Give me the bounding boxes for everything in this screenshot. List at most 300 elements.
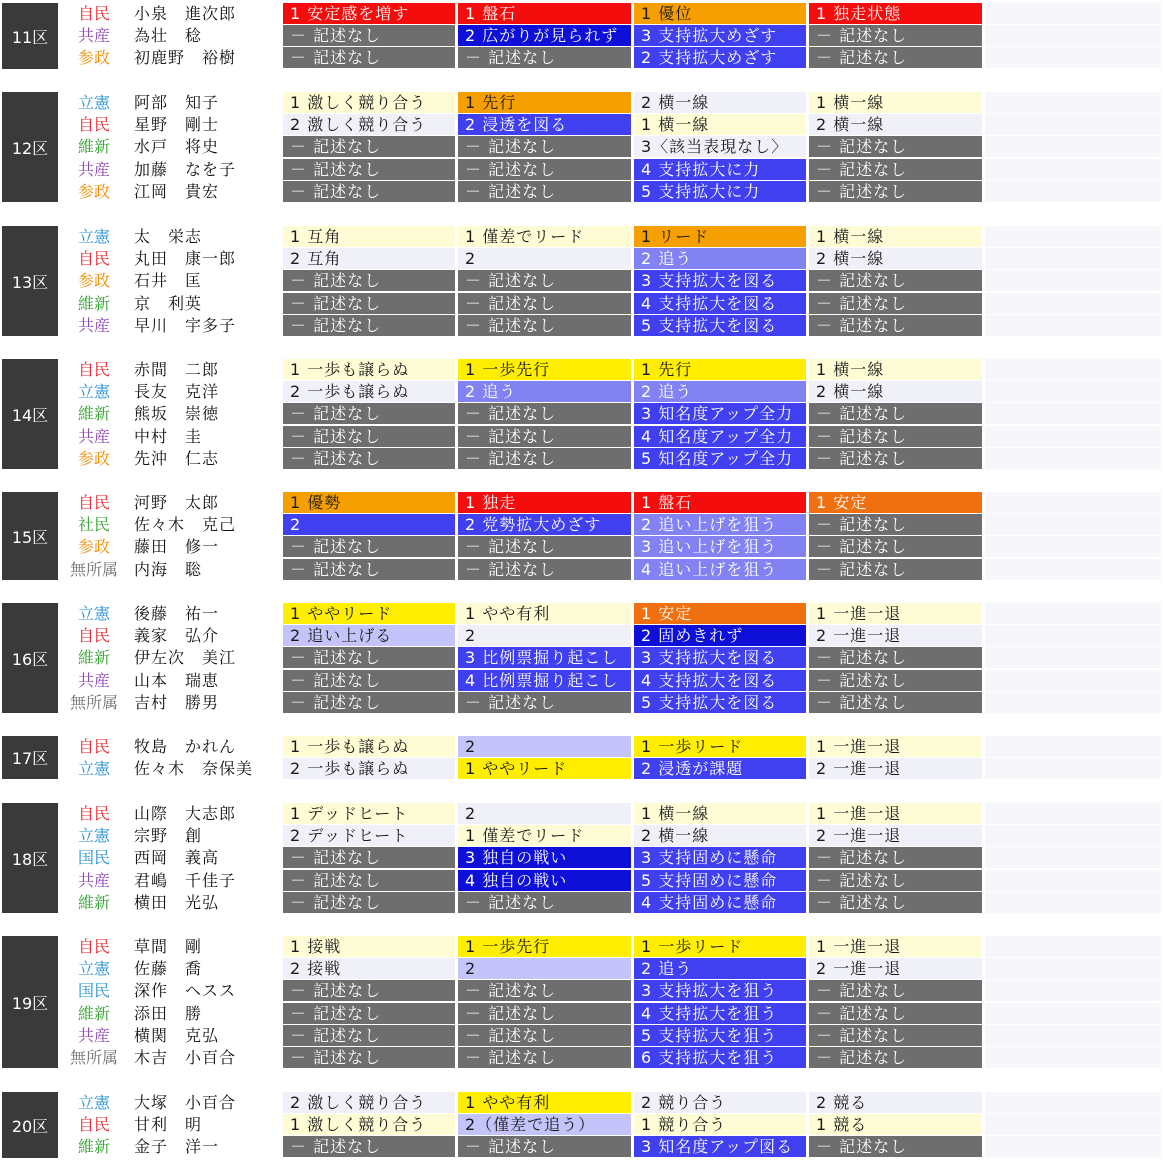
candidate-name: 藤田 修一 — [134, 537, 220, 556]
forecast-cell-4: － 記述なし — [809, 25, 982, 46]
party-label: 維新 — [77, 137, 110, 156]
forecast-cell-2: － 記述なし — [458, 536, 631, 557]
forecast-cell-5 — [985, 381, 1161, 402]
candidate-row — [0, 692, 1164, 714]
forecast-cell-2: － 記述なし — [458, 559, 631, 580]
forecast-cell-2: 2 — [458, 248, 631, 269]
candidate-name: 京 利英 — [134, 294, 203, 313]
forecast-cell-4: － 記述なし — [809, 514, 982, 535]
candidate-name: 添田 勝 — [134, 1004, 203, 1023]
candidate-name: 佐藤 喬 — [134, 959, 203, 978]
forecast-cell-3: 2 浸透が課題 — [634, 758, 806, 779]
forecast-cell-5 — [985, 692, 1161, 713]
forecast-cell-2: － 記述なし — [458, 1136, 631, 1157]
forecast-cell-1: － 記述なし — [283, 647, 455, 668]
district-label: 19区 — [2, 936, 58, 1068]
forecast-cell-2: 2 — [458, 736, 631, 757]
forecast-cell-5 — [985, 159, 1161, 180]
candidate-name: 横関 克弘 — [134, 1026, 220, 1045]
candidate-name: 吉村 勝男 — [134, 693, 220, 712]
party-label: 無所属 — [69, 693, 118, 712]
candidate-name: 為壮 稔 — [134, 26, 203, 45]
forecast-cell-2: － 記述なし — [458, 692, 631, 713]
forecast-cell-2: 2 追う — [458, 381, 631, 402]
candidate-name: 長友 克洋 — [134, 382, 220, 401]
forecast-cell-5 — [985, 647, 1161, 668]
forecast-cell-2: 2 — [458, 958, 631, 979]
forecast-cell-4: － 記述なし — [809, 847, 982, 868]
candidate-row — [0, 448, 1164, 470]
forecast-cell-5 — [985, 670, 1161, 691]
candidate-row — [0, 25, 1164, 47]
candidate-name: 星野 剛士 — [134, 115, 220, 134]
forecast-cell-2: － 記述なし — [458, 270, 631, 291]
party-label: 自民 — [77, 737, 110, 756]
party-label: 自民 — [77, 937, 110, 956]
district-label: 14区 — [2, 359, 58, 469]
forecast-cell-1: － 記述なし — [283, 692, 455, 713]
party-label: 参政 — [77, 449, 110, 468]
forecast-cell-5 — [985, 403, 1161, 424]
candidate-row — [0, 603, 1164, 625]
forecast-cell-1: 1 ややリード — [283, 603, 455, 624]
forecast-cell-5 — [985, 1114, 1161, 1135]
forecast-cell-3: 5 支持固めに懸命 — [634, 870, 806, 891]
party-label: 共産 — [77, 316, 110, 335]
forecast-cell-2: 3 比例票掘り起こし — [458, 647, 631, 668]
forecast-cell-2: 4 比例票掘り起こし — [458, 670, 631, 691]
forecast-cell-4: － 記述なし — [809, 647, 982, 668]
forecast-cell-2: 2 — [458, 803, 631, 824]
forecast-cell-4: 1 一進一退 — [809, 603, 982, 624]
forecast-cell-2: － 記述なし — [458, 892, 631, 913]
forecast-cell-4: 2 一進一退 — [809, 958, 982, 979]
forecast-cell-3: 1 盤石 — [634, 492, 806, 513]
candidate-row — [0, 92, 1164, 114]
candidate-row — [0, 758, 1164, 780]
forecast-cell-2: 4 独自の戦い — [458, 870, 631, 891]
forecast-cell-5 — [985, 825, 1161, 846]
forecast-cell-2: 1 先行 — [458, 92, 631, 113]
forecast-cell-2: － 記述なし — [458, 293, 631, 314]
forecast-cell-1: － 記述なし — [283, 403, 455, 424]
forecast-cell-2: 1 盤石 — [458, 3, 631, 24]
forecast-cell-5 — [985, 980, 1161, 1001]
candidate-name: 佐々木 奈保美 — [134, 759, 254, 778]
forecast-cell-3: 4 支持拡大を狙う — [634, 1003, 806, 1024]
forecast-cell-4: － 記述なし — [809, 1047, 982, 1068]
forecast-cell-4: － 記述なし — [809, 692, 982, 713]
forecast-cell-4: － 記述なし — [809, 448, 982, 469]
forecast-cell-3: 1 横一線 — [634, 114, 806, 135]
forecast-cell-3: 1 リード — [634, 226, 806, 247]
forecast-cell-2: 2 広がりが見られず — [458, 25, 631, 46]
forecast-cell-5 — [985, 315, 1161, 336]
party-label: 維新 — [77, 294, 110, 313]
candidate-name: 江岡 貴宏 — [134, 182, 220, 201]
party-label: 立憲 — [77, 959, 110, 978]
forecast-cell-1: 2 接戦 — [283, 958, 455, 979]
forecast-cell-4: 2 一進一退 — [809, 825, 982, 846]
forecast-cell-5 — [985, 25, 1161, 46]
forecast-cell-4: 2 横一線 — [809, 381, 982, 402]
forecast-cell-2: 1 やや有利 — [458, 603, 631, 624]
candidate-row — [0, 1114, 1164, 1136]
party-label: 維新 — [77, 648, 110, 667]
party-label: 参政 — [77, 182, 110, 201]
forecast-cell-2: － 記述なし — [458, 136, 631, 157]
candidate-name: 横田 光弘 — [134, 893, 220, 912]
district-block — [0, 492, 1164, 581]
forecast-cell-4: － 記述なし — [809, 1025, 982, 1046]
forecast-cell-3: 2 固めきれず — [634, 625, 806, 646]
forecast-cell-4: 2 一進一退 — [809, 625, 982, 646]
candidate-row — [0, 315, 1164, 337]
forecast-cell-2: － 記述なし — [458, 1025, 631, 1046]
candidate-name: 阿部 知子 — [134, 93, 220, 112]
forecast-cell-4: 1 一進一退 — [809, 736, 982, 757]
candidate-row — [0, 625, 1164, 647]
forecast-cell-5 — [985, 293, 1161, 314]
forecast-cell-2: 1 僅差でリード — [458, 226, 631, 247]
forecast-cell-1: － 記述なし — [283, 892, 455, 913]
forecast-cell-1: － 記述なし — [283, 980, 455, 1001]
candidate-row — [0, 403, 1164, 425]
candidate-name: 金子 洋一 — [134, 1137, 220, 1156]
party-label: 自民 — [77, 804, 110, 823]
forecast-cell-1: 1 一歩も譲らぬ — [283, 359, 455, 380]
candidate-row — [0, 980, 1164, 1002]
forecast-cell-1: － 記述なし — [283, 25, 455, 46]
party-label: 自民 — [77, 4, 110, 23]
candidate-name: 後藤 祐一 — [134, 604, 220, 623]
candidate-row — [0, 426, 1164, 448]
forecast-cell-4: － 記述なし — [809, 159, 982, 180]
forecast-cell-3: 1 横一線 — [634, 803, 806, 824]
candidate-row — [0, 226, 1164, 248]
forecast-cell-4: － 記述なし — [809, 136, 982, 157]
candidate-row — [0, 514, 1164, 536]
forecast-cell-5 — [985, 359, 1161, 380]
forecast-cell-3: 4 支持拡大を図る — [634, 293, 806, 314]
party-label: 参政 — [77, 271, 110, 290]
forecast-cell-5 — [985, 3, 1161, 24]
candidate-name: 山際 大志郎 — [134, 804, 237, 823]
candidate-name: 佐々木 克己 — [134, 515, 237, 534]
forecast-cell-4: 1 横一線 — [809, 92, 982, 113]
forecast-cell-4: － 記述なし — [809, 315, 982, 336]
forecast-cell-1: 2 — [283, 514, 455, 535]
party-label: 自民 — [77, 360, 110, 379]
candidate-name: 甘利 明 — [134, 1115, 203, 1134]
forecast-cell-4: － 記述なし — [809, 270, 982, 291]
candidate-row — [0, 1092, 1164, 1114]
candidate-row — [0, 293, 1164, 315]
forecast-cell-5 — [985, 736, 1161, 757]
forecast-cell-4: － 記述なし — [809, 870, 982, 891]
candidate-row — [0, 825, 1164, 847]
district-label: 17区 — [2, 736, 58, 779]
forecast-cell-2: 2 — [458, 625, 631, 646]
district-block — [0, 736, 1164, 780]
candidate-name: 河野 太郎 — [134, 493, 220, 512]
candidate-row — [0, 181, 1164, 203]
forecast-cell-4: 1 競る — [809, 1114, 982, 1135]
forecast-cell-3: 1 先行 — [634, 359, 806, 380]
candidate-name: 内海 聡 — [134, 560, 203, 579]
party-label: 無所属 — [69, 1048, 118, 1067]
forecast-cell-3: 1 優位 — [634, 3, 806, 24]
forecast-cell-1: 2 激しく競り合う — [283, 114, 455, 135]
candidate-name: 牧島 かれん — [134, 737, 237, 756]
forecast-cell-1: 2 デッドヒート — [283, 825, 455, 846]
party-label: 共産 — [77, 427, 110, 446]
district-label: 16区 — [2, 603, 58, 713]
forecast-cell-5 — [985, 758, 1161, 779]
forecast-cell-5 — [985, 448, 1161, 469]
party-label: 共産 — [77, 26, 110, 45]
forecast-cell-5 — [985, 248, 1161, 269]
party-label: 共産 — [77, 671, 110, 690]
forecast-cell-5 — [985, 226, 1161, 247]
forecast-cell-1: 2 追い上げる — [283, 625, 455, 646]
forecast-cell-4: 1 独走状態 — [809, 3, 982, 24]
forecast-cell-1: － 記述なし — [283, 136, 455, 157]
candidate-name: 木吉 小百合 — [134, 1048, 237, 1067]
forecast-cell-2: － 記述なし — [458, 315, 631, 336]
forecast-cell-4: 1 一進一退 — [809, 936, 982, 957]
party-label: 立憲 — [77, 759, 110, 778]
forecast-cell-4: － 記述なし — [809, 559, 982, 580]
forecast-cell-5 — [985, 559, 1161, 580]
candidate-name: 君嶋 千佳子 — [134, 871, 237, 890]
forecast-cell-1: 1 優勢 — [283, 492, 455, 513]
candidate-row — [0, 870, 1164, 892]
candidate-name: 小泉 進次郎 — [134, 4, 237, 23]
forecast-cell-5 — [985, 47, 1161, 68]
district-block — [0, 359, 1164, 470]
forecast-cell-3: 5 支持拡大に力 — [634, 181, 806, 202]
forecast-cell-3: 5 支持拡大を図る — [634, 692, 806, 713]
forecast-cell-3: 3 知名度アップ図る — [634, 1136, 806, 1157]
forecast-cell-5 — [985, 803, 1161, 824]
forecast-cell-4: － 記述なし — [809, 536, 982, 557]
forecast-cell-2: 1 僅差でリード — [458, 825, 631, 846]
candidate-row — [0, 114, 1164, 136]
forecast-cell-4: － 記述なし — [809, 1003, 982, 1024]
candidate-row — [0, 159, 1164, 181]
forecast-cell-3: 3 支持固めに懸命 — [634, 847, 806, 868]
party-label: 自民 — [77, 493, 110, 512]
forecast-cell-2: － 記述なし — [458, 159, 631, 180]
forecast-cell-2: － 記述なし — [458, 426, 631, 447]
candidate-name: 太 栄志 — [134, 227, 203, 246]
forecast-cell-5 — [985, 936, 1161, 957]
forecast-cell-1: － 記述なし — [283, 1003, 455, 1024]
forecast-cell-3: 3〈該当表現なし〉 — [634, 136, 806, 157]
forecast-cell-1: － 記述なし — [283, 847, 455, 868]
party-label: 維新 — [77, 404, 110, 423]
candidate-name: 熊坂 崇徳 — [134, 404, 220, 423]
party-label: 維新 — [77, 893, 110, 912]
forecast-cell-4: 2 競る — [809, 1092, 982, 1113]
forecast-cell-1: － 記述なし — [283, 426, 455, 447]
candidate-name: 西岡 義高 — [134, 848, 220, 867]
forecast-cell-4: 1 安定 — [809, 492, 982, 513]
forecast-cell-3: 4 知名度アップ全力 — [634, 426, 806, 447]
candidate-name: 義家 弘介 — [134, 626, 220, 645]
district-block — [0, 3, 1164, 70]
candidate-row — [0, 492, 1164, 514]
party-label: 自民 — [77, 626, 110, 645]
forecast-cell-5 — [985, 136, 1161, 157]
forecast-cell-5 — [985, 870, 1161, 891]
district-label: 12区 — [2, 92, 58, 202]
forecast-cell-2: － 記述なし — [458, 1047, 631, 1068]
district-block — [0, 1092, 1164, 1159]
forecast-cell-2: － 記述なし — [458, 403, 631, 424]
party-label: 国民 — [77, 848, 110, 867]
party-label: 立憲 — [77, 227, 110, 246]
forecast-cell-5 — [985, 1025, 1161, 1046]
party-label: 立憲 — [77, 382, 110, 401]
candidate-name: 深作 ヘスス — [134, 981, 237, 1000]
forecast-cell-3: 3 支持拡大を狙う — [634, 980, 806, 1001]
forecast-cell-4: 2 横一線 — [809, 248, 982, 269]
forecast-cell-1: 2 激しく競り合う — [283, 1092, 455, 1113]
forecast-cell-3: 3 支持拡大めざす — [634, 25, 806, 46]
candidate-name: 早川 宇多子 — [134, 316, 237, 335]
party-label: 参政 — [77, 537, 110, 556]
candidate-row — [0, 1136, 1164, 1158]
forecast-cell-3: 1 一歩リード — [634, 736, 806, 757]
forecast-cell-1: － 記述なし — [283, 47, 455, 68]
forecast-cell-2: 2 浸透を図る — [458, 114, 631, 135]
forecast-cell-1: 2 一歩も譲らぬ — [283, 758, 455, 779]
forecast-cell-3: 4 追い上げを狙う — [634, 559, 806, 580]
candidate-name: 草間 剛 — [134, 937, 203, 956]
candidate-row — [0, 1047, 1164, 1069]
candidate-name: 伊左次 美江 — [134, 648, 237, 667]
forecast-cell-5 — [985, 892, 1161, 913]
district-block — [0, 92, 1164, 203]
forecast-cell-5 — [985, 92, 1161, 113]
forecast-cell-5 — [985, 1136, 1161, 1157]
candidate-row — [0, 381, 1164, 403]
forecast-cell-1: － 記述なし — [283, 1025, 455, 1046]
forecast-cell-4: － 記述なし — [809, 47, 982, 68]
forecast-cell-2: 1 やや有利 — [458, 1092, 631, 1113]
forecast-cell-3: 4 支持固めに懸命 — [634, 892, 806, 913]
party-label: 立憲 — [77, 826, 110, 845]
party-label: 立憲 — [77, 93, 110, 112]
forecast-cell-3: 2 横一線 — [634, 92, 806, 113]
forecast-cell-5 — [985, 270, 1161, 291]
forecast-cell-1: 1 安定感を増す — [283, 3, 455, 24]
party-label: 共産 — [77, 1026, 110, 1045]
district-label: 11区 — [2, 3, 58, 69]
forecast-cell-3: 5 支持拡大を狙う — [634, 1025, 806, 1046]
candidate-name: 大塚 小百合 — [134, 1093, 237, 1112]
forecast-cell-2: 2 党勢拡大めざす — [458, 514, 631, 535]
forecast-cell-4: － 記述なし — [809, 1136, 982, 1157]
candidate-name: 山本 瑞恵 — [134, 671, 220, 690]
forecast-cell-4: － 記述なし — [809, 670, 982, 691]
candidate-name: 丸田 康一郎 — [134, 249, 237, 268]
candidate-row — [0, 270, 1164, 292]
forecast-cell-1: － 記述なし — [283, 315, 455, 336]
forecast-cell-1: － 記述なし — [283, 181, 455, 202]
forecast-cell-1: － 記述なし — [283, 293, 455, 314]
forecast-cell-3: 3 支持拡大を図る — [634, 270, 806, 291]
forecast-cell-2: － 記述なし — [458, 1003, 631, 1024]
forecast-cell-2: － 記述なし — [458, 980, 631, 1001]
candidate-row — [0, 559, 1164, 581]
forecast-cell-1: － 記述なし — [283, 1136, 455, 1157]
forecast-cell-2: － 記述なし — [458, 47, 631, 68]
forecast-cell-5 — [985, 1092, 1161, 1113]
forecast-cell-1: 2 互角 — [283, 248, 455, 269]
forecast-cell-1: 1 一歩も譲らぬ — [283, 736, 455, 757]
party-label: 維新 — [77, 1004, 110, 1023]
candidate-name: 加藤 なを子 — [134, 160, 237, 179]
forecast-cell-3: 4 支持拡大に力 — [634, 159, 806, 180]
forecast-cell-1: － 記述なし — [283, 559, 455, 580]
forecast-cell-4: － 記述なし — [809, 181, 982, 202]
forecast-cell-3: 1 一歩リード — [634, 936, 806, 957]
party-label: 参政 — [77, 48, 110, 67]
district-label: 18区 — [2, 803, 58, 913]
forecast-cell-4: － 記述なし — [809, 980, 982, 1001]
forecast-cell-1: 1 激しく競り合う — [283, 1114, 455, 1135]
forecast-cell-5 — [985, 114, 1161, 135]
district-block — [0, 226, 1164, 337]
candidate-name: 先沖 仁志 — [134, 449, 220, 468]
forecast-cell-4: 2 横一線 — [809, 114, 982, 135]
forecast-cell-3: 3 追い上げを狙う — [634, 536, 806, 557]
candidate-name: 水戸 将史 — [134, 137, 220, 156]
forecast-cell-3: 2 横一線 — [634, 825, 806, 846]
forecast-cell-5 — [985, 847, 1161, 868]
forecast-cell-5 — [985, 181, 1161, 202]
forecast-cell-3: 1 競り合う — [634, 1114, 806, 1135]
candidate-row — [0, 847, 1164, 869]
forecast-cell-1: 2 一歩も譲らぬ — [283, 381, 455, 402]
candidate-row — [0, 47, 1164, 69]
district-block — [0, 803, 1164, 914]
forecast-cell-3: 3 支持拡大を図る — [634, 647, 806, 668]
forecast-cell-3: 5 支持拡大を図る — [634, 315, 806, 336]
forecast-cell-2: － 記述なし — [458, 181, 631, 202]
candidate-row — [0, 536, 1164, 558]
forecast-cell-5 — [985, 1047, 1161, 1068]
forecast-cell-4: 1 一進一退 — [809, 803, 982, 824]
forecast-cell-3: 1 安定 — [634, 603, 806, 624]
forecast-cell-5 — [985, 958, 1161, 979]
candidate-row — [0, 136, 1164, 158]
district-block — [0, 936, 1164, 1069]
candidate-row — [0, 1025, 1164, 1047]
district-label: 13区 — [2, 226, 58, 336]
forecast-cell-3: 2 支持拡大めざす — [634, 47, 806, 68]
forecast-cell-1: － 記述なし — [283, 448, 455, 469]
forecast-cell-3: 2 追う — [634, 958, 806, 979]
district-label: 20区 — [2, 1092, 58, 1158]
forecast-cell-4: 1 横一線 — [809, 226, 982, 247]
forecast-cell-1: 1 接戦 — [283, 936, 455, 957]
party-label: 無所属 — [69, 560, 118, 579]
party-label: 自民 — [77, 249, 110, 268]
